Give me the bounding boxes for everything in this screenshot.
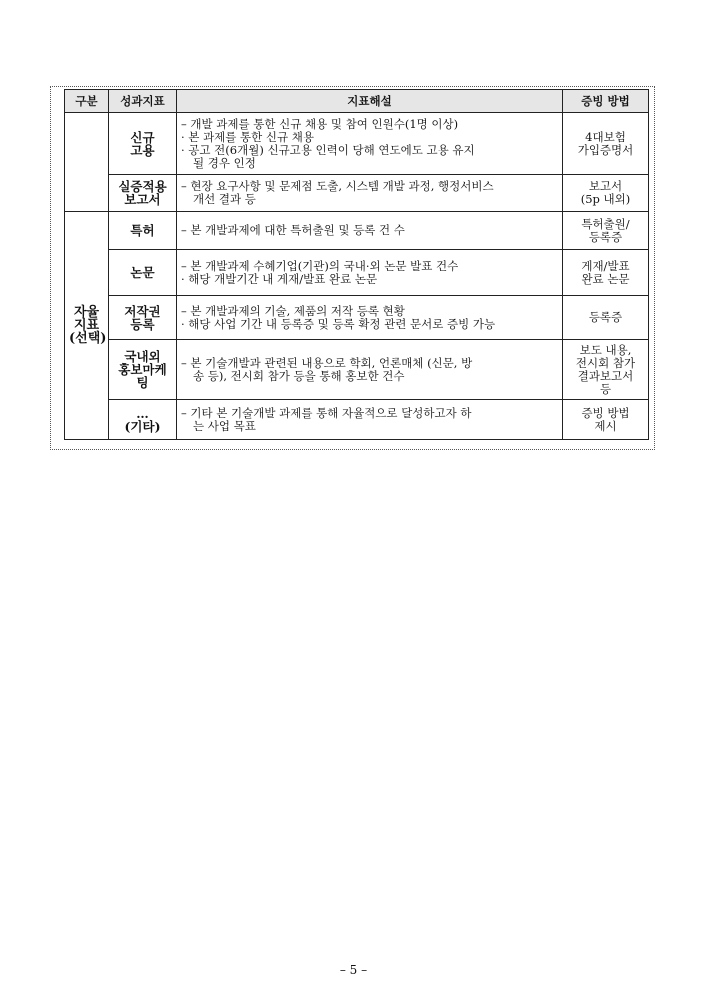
table-row xyxy=(65,175,649,212)
description-cell: – 본 기술개발과 관련된 내용으로 학회, 언론매체 (신문, 방 송 등), 전시회 참가 등을 통해 홍보한 건수 xyxy=(177,340,563,400)
category-cell-required xyxy=(65,113,109,212)
indicator-cell xyxy=(109,250,177,296)
indicator-cell xyxy=(109,296,177,340)
cell-line: 등록 xyxy=(130,316,155,332)
proof-cell xyxy=(563,175,649,212)
cell-line: … xyxy=(136,405,149,421)
cell-line: 결과보고서 xyxy=(577,368,634,383)
header-description: 지표해설 xyxy=(177,90,563,113)
cell-line: (5p 내외) xyxy=(580,192,631,206)
cell-line: (선택) xyxy=(69,331,107,346)
table-row xyxy=(65,400,649,440)
indicator-cell xyxy=(109,340,177,400)
table-row xyxy=(65,212,649,250)
cell-line: 등 xyxy=(599,381,612,396)
proof-cell xyxy=(563,400,649,440)
proof-cell xyxy=(563,340,649,400)
description-cell: – 본 개발과제 수혜기업(기관)의 국내·외 논문 발표 건수 · 해당 개발기간 내 게재/발표 완료 논문 xyxy=(177,250,563,296)
cell-line: 보고서 xyxy=(588,179,623,193)
description-cell: – 본 개발과제의 기술, 제품의 저작 등록 현황 · 해당 사업 기간 내 등록증 및 등록 확정 관련 문서로 증빙 가능 xyxy=(177,296,563,340)
cell-line: 보고서 xyxy=(124,192,161,207)
cell-line: 등록증 xyxy=(588,229,623,244)
cell-line: 팅 xyxy=(136,375,149,390)
cell-line: 완료 논문 xyxy=(581,271,630,286)
proof-cell xyxy=(563,113,649,175)
indicator-cell xyxy=(109,175,177,212)
header-proof: 증빙 방법 xyxy=(563,90,649,113)
indicator-cell xyxy=(109,113,177,175)
proof-cell xyxy=(563,296,649,340)
description-cell: – 현장 요구사항 및 문제점 도출, 시스템 개발 과정, 행정서비스 개선 결과 등 xyxy=(177,175,563,212)
cell-line: 게재/발표 xyxy=(581,258,630,273)
description-cell: – 기타 본 기술개발 과제를 통해 자율적으로 달성하고자 하 는 사업 목표 xyxy=(177,400,563,440)
cell-line: 홍보마케 xyxy=(118,362,167,377)
table-row xyxy=(65,113,649,175)
header-indicator: 성과지표 xyxy=(109,90,177,113)
cell-line: 특허출원/ xyxy=(581,216,630,231)
category-cell-optional xyxy=(65,212,109,440)
cell-line: 고용 xyxy=(130,142,155,158)
cell-line: 신규 xyxy=(130,129,155,145)
cell-line: 4대보험 xyxy=(585,129,626,144)
cell-line: 특허 xyxy=(130,223,155,238)
cell-line: (기타) xyxy=(124,418,161,434)
proof-cell xyxy=(563,250,649,296)
indicator-table xyxy=(64,89,649,440)
cell-line: 가입증명서 xyxy=(577,142,634,157)
cell-line: 실증적용 xyxy=(118,179,167,194)
cell-line: 증빙 방법 xyxy=(581,405,630,420)
cell-line: 제시 xyxy=(594,418,617,433)
table-row xyxy=(65,296,649,340)
description-cell: – 본 개발과제에 대한 특허출원 및 등록 건 수 xyxy=(177,212,563,250)
indicator-cell xyxy=(109,400,177,440)
cell-line: 논문 xyxy=(130,265,155,280)
header-category: 구분 xyxy=(65,90,109,113)
table-row xyxy=(65,250,649,296)
description-cell: – 개발 과제를 통한 신규 채용 및 참여 인원수(1명 이상) · 본 과제를 통한 신규 채용 · 공고 전(6개월) 신규고용 인력이 당해 연도에도 고용 유지 될 경우 인정 xyxy=(177,113,563,175)
cell-line: 지표 xyxy=(73,318,100,333)
proof-cell xyxy=(563,212,649,250)
indicator-cell xyxy=(109,212,177,250)
table-header-row xyxy=(65,90,649,113)
cell-line: 자율 xyxy=(73,305,100,320)
page-number: – 5 – xyxy=(339,963,368,977)
cell-line: 국내외 xyxy=(124,349,161,364)
cell-line: 저작권 xyxy=(124,303,161,319)
cell-line: 전시회 참가 xyxy=(575,355,636,370)
cell-line: 보도 내용, xyxy=(579,342,632,357)
cell-line: 등록증 xyxy=(588,310,623,324)
table-row xyxy=(65,340,649,400)
